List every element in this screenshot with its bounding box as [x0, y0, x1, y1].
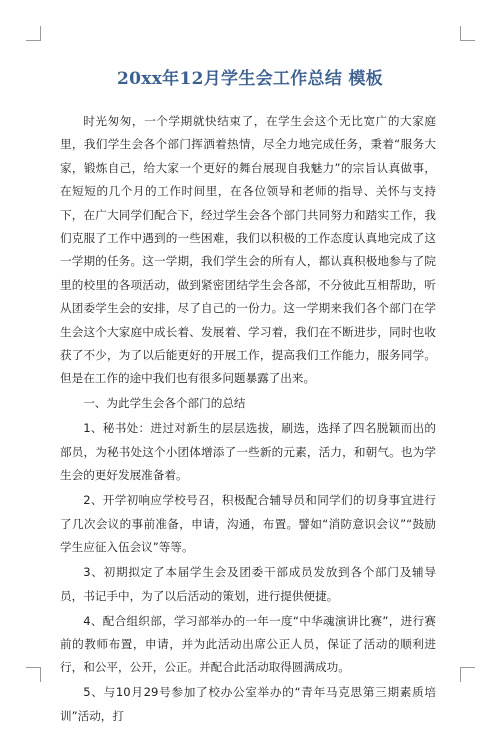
crop-mark-top-left	[26, 26, 41, 41]
section-heading: 一、为此学生会各个部门的总结	[83, 396, 246, 411]
list-item-2: 2、开学初响应学校号召，积极配合辅导员和同学们的切身事宜进行了几次会议的事前准备，申请，沟通，布置。譬如“消防意识会议”“鼓励学生应征入伍会议”等等。	[60, 493, 436, 555]
crop-mark-top-right	[460, 26, 475, 41]
document-title: 20xx年12月学生会工作总结 模板	[117, 69, 383, 89]
list-item-5: 5、与10月29号参加了校办公室举办的“青年马克思第三期素质培训”活动，打	[60, 685, 436, 723]
list-item-4: 4、配合组织部，学习部举办的一年一度“中华魂演讲比赛”，进行赛前的教师布置，申请，并为此活动出席公正人员，保证了活动的顺利进行，和公平，公开，公正。并配合此活动取得圆满成功。	[60, 613, 436, 675]
list-item-1: 1、秘书处：进过对新生的层层选拔，刷选，选择了四名脱颖而出的部员，为秘书处这个小团体增添了一些新的元素，活力，和朝气。也为学生会的更好发展准备着。	[60, 421, 436, 483]
intro-paragraph: 时光匆匆，一个学期就快结束了，在学生会这个无比宽广的大家庭里，我们学生会各个部门挥洒着热情，尽全力地完成任务，秉着“服务大家，锻炼自己，给大家一个更好的舞台展现自我魅力”的宗旨认真做事，在短短的几个月的工作时间里，在各位领导和老师的指导、关怀与支持下，在广大同学们配合下，经过学生会各个部门共同努力和踏实工作，我们克服了工作中遇到的一些困难，我们以积极的工作态度认真地完成了这一学期的任务。这一学期，我们学生会的所有人，都认真积极地参与了院里的校里的各项活动，做到紧密团结学生会各部，不分彼此互相帮助，听从团委学生会的安排，尽了自己的一份力。这一学期来我们各个部门在学生会这个大家庭中成长着、发展着、学习着，我们在不断进步，同时也收获了不少，为了以后能更好的开展工作，提高我们工作能力，服务同学。但是在工作的途中我们也有很多问题暴露了出来。	[60, 114, 436, 386]
crop-mark-bottom-right	[460, 667, 475, 682]
crop-mark-bottom-left	[26, 667, 41, 682]
document-body	[60, 110, 436, 730]
list-item-3: 3、初期拟定了本届学生会及团委干部成员发放到各个部门及辅导员，书记手中，为了以后活动的策划，进行提供便捷。	[60, 565, 436, 603]
